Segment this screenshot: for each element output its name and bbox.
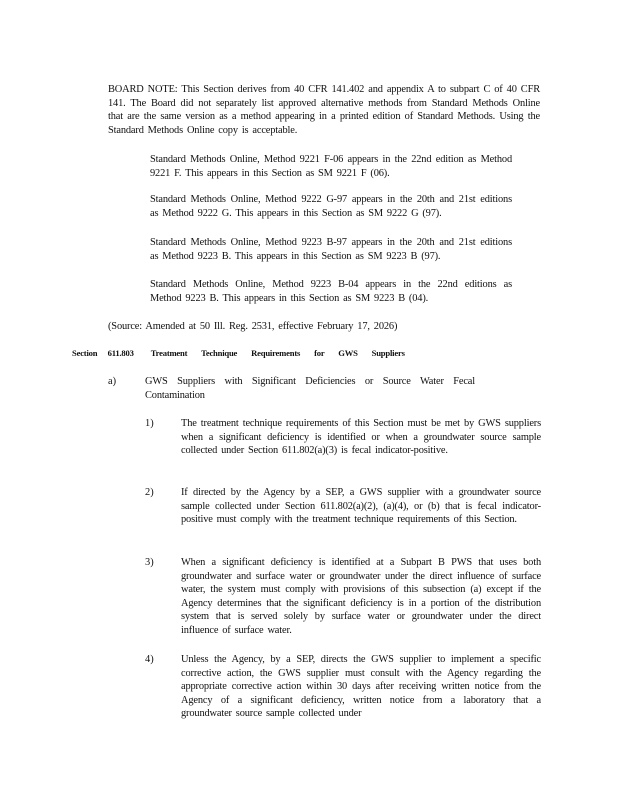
section-label: Section [72,348,98,358]
paragraph-1-label: 1) [145,418,154,429]
board-note: BOARD NOTE: This Section derives from 40 CFR 141.402 and appendix A to subpart C of 40 CFR 141. The Board did not separately list approved alternative methods from Standard Methods Online that are the same version as a method appearing in a printed edition of Standard Methods. Using the Standard Methods Online copy is acceptable. [108,84,540,136]
section-title: Treatment Technique Requirements for GWS Suppliers [150,348,405,358]
source-note: (Source: Amended at 50 Ill. Reg. 2531, effective February 17, 2026) [108,321,398,332]
standard-methods-note-9222g: Standard Methods Online, Method 9222 G-97 appears in the 20th and 21st editions as Method 9222 G. This appears in this Section as SM 9222 G (97). [150,194,512,219]
paragraph-3-label: 3) [145,557,154,568]
standard-methods-note-9223b-04: Standard Methods Online, Method 9223 B-04 appears in the 22nd editions as Method 9223 B. This appears in this Section as SM 9223 B (04). [150,279,512,304]
section-heading [72,348,432,358]
paragraph-4-text: Unless the Agency, by a SEP, directs the GWS supplier to implement a specific corrective action, the GWS supplier must consult with the Agency regarding the appropriate corrective action within 30 days after receiving written notice from the Agency of a significant deficiency, written notice from a laboratory that a groundwater source sample collected under [181,654,541,720]
section-number: 611.803 [107,348,134,358]
subsection-a-label: a) [108,376,117,387]
subsection-a-heading: GWS Suppliers with Significant Deficiencies or Source Water Fecal Contamination [145,376,475,401]
standard-methods-note-9221f: Standard Methods Online, Method 9221 F-06 appears in the 22nd edition as Method 9221 F. This appears in this Section as SM 9221 F (06). [150,154,512,179]
standard-methods-note-9223b-97: Standard Methods Online, Method 9223 B-97 appears in the 20th and 21st editions as Method 9223 B. This appears in this Section as SM 9223 B (97). [150,237,512,262]
paragraph-3-text: When a significant deficiency is identified at a Subpart B PWS that uses both groundwater and surface water or groundwater under the direct influence of surface water, the system must comply with provisions of this subsection (a) except if the Agency determines that the significant deficiency is in a portion of the distribution system that is served solely by surface water or groundwater under the direct influence of surface water. [181,557,541,636]
paragraph-1-text: The treatment technique requirements of this Section must be met by GWS suppliers when a significant deficiency is identified or when a groundwater source sample collected under Section 611.802(a)(3) is fecal indicator-positive. [181,418,541,457]
paragraph-4-label: 4) [145,654,154,665]
paragraph-2-label: 2) [145,487,154,498]
paragraph-2-text: If directed by the Agency by a SEP, a GWS supplier with a groundwater source sample collected under Section 611.802(a)(2), (a)(4), or (b) that is fecal indicator-positive must comply with the treatment technique requirements of this Section. [181,487,541,526]
